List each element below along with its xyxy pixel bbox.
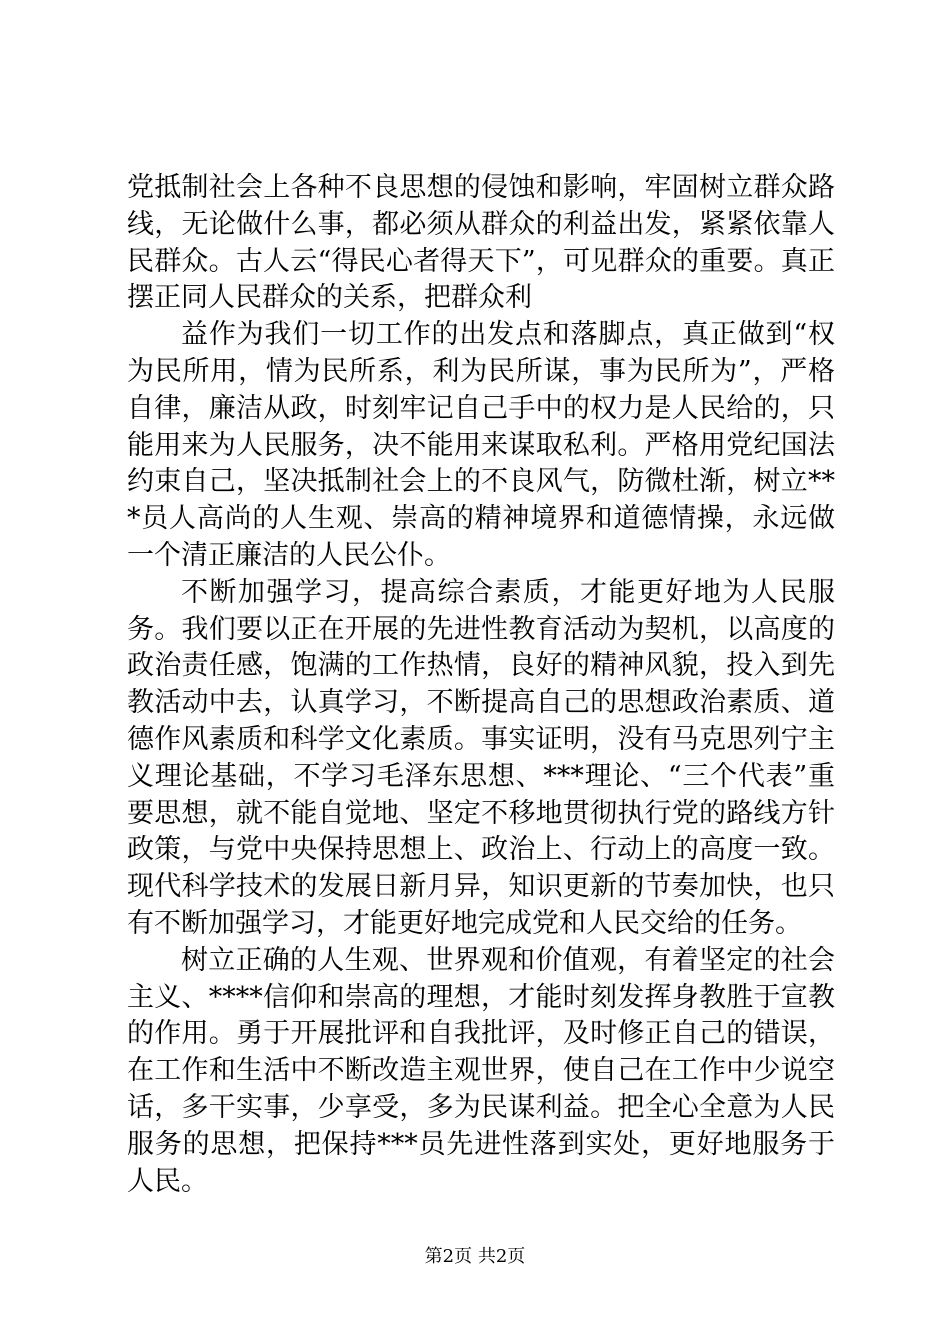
paragraph-1: 党抵制社会上各种不良思想的侵蚀和影响，牢固树立群众路线，无论做什么事，都必须从群众的利益出发，紧紧依靠人民群众。古人云“得民心者得天下”，可见群众的重要。真正摆正同人民群众的关系，把群众利 [127,172,835,314]
paragraph-2: 益作为我们一切工作的出发点和落脚点，真正做到“权为民所用，情为民所系，利为民所谋，事为民所为”，严格自律，廉洁从政，时刻牢记自己手中的权力是人民给的，只能用来为人民服务，决不能用来谋取私利。严格用党纪国法约束自己，坚决抵制社会上的不良风气，防微杜渐，树立***员人高尚的人生观、崇高的精神境界和道德情操，永远做一个清正廉洁的人民公仆。 [127,319,835,571]
paragraph-3: 不断加强学习，提高综合素质，才能更好地为人民服务。我们要以正在开展的先进性教育活动为契机，以高度的政治责任感，饱满的工作热情，良好的精神风貌，投入到先教活动中去，认真学习，不断提高自己的思想政治素质、道德作风素质和科学文化素质。事实证明，没有马克思列宁主义理论基础，不学习毛泽东思想、***理论、“三个代表”重要思想，就不能自觉地、坚定不移地贯彻执行党的路线方针政策，与党中央保持思想上、政治上、行动上的高度一致。现代科学技术的发展日新月异，知识更新的节奏加快，也只有不断加强学习，才能更好地完成党和人民交给的任务。 [127,576,835,939]
page-number-footer: 第2页 共2页 [424,1246,526,1267]
paragraph-4: 树立正确的人生观、世界观和价值观，有着坚定的社会主义、****信仰和崇高的理想，才能时刻发挥身教胜于宣教的作用。勇于开展批评和自我批评，及时修正自己的错误，在工作和生活中不断改造主观世界，使自己在工作中少说空话，多干实事，少享受，多为民谋利益。把全心全意为人民服务的思想，把保持***员先进性落到实处，更好地服务于人民。 [127,944,835,1197]
body-text [127,170,835,1200]
